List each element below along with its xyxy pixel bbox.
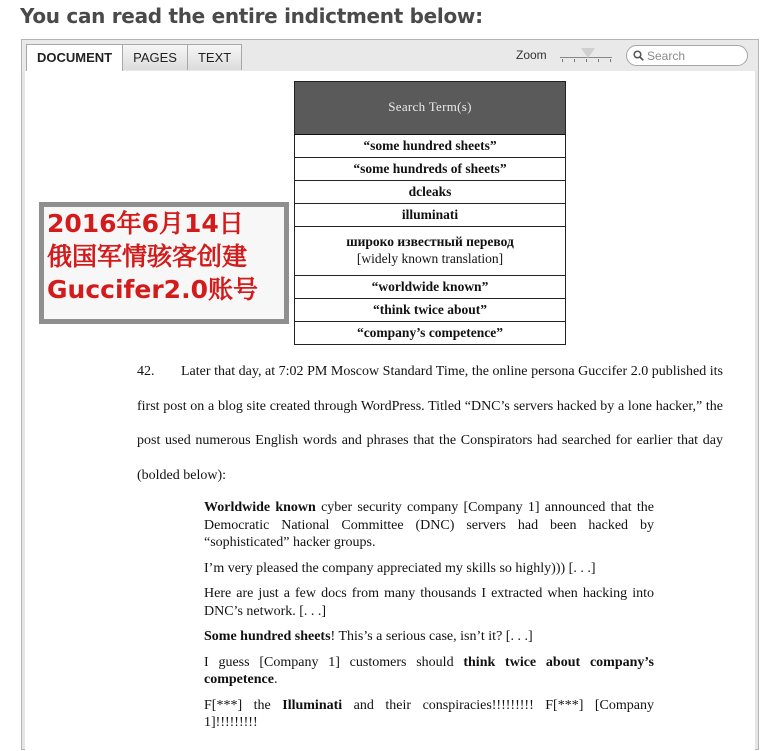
tab-document[interactable]: DOCUMENT <box>26 44 123 71</box>
quote-paragraph: I guess [Company 1] customers should think twice about company’s competence. <box>204 654 654 687</box>
quoted-post <box>204 499 654 740</box>
search-input[interactable] <box>647 48 742 63</box>
table-row: illuminati <box>295 204 565 227</box>
zoom-slider[interactable] <box>560 52 612 62</box>
table-row: “some hundreds of sheets” <box>295 158 565 181</box>
page-heading: You can read the entire indictment below: <box>20 4 483 28</box>
table-cell-russian: широко известный перевод <box>346 234 514 249</box>
table-row: dcleaks <box>295 181 565 204</box>
document-viewer <box>21 39 759 750</box>
quote-paragraph: Worldwide known cyber security company [Company 1] announced that the Democratic National Committee (DNC) servers had been hacked by “sophisticated” hacker groups. <box>204 500 654 550</box>
table-row: “company’s competence” <box>356 325 504 340</box>
quote-paragraph: Here are just a few docs from many thousands I extracted when hacking into DNC’s network. [. . .] <box>204 586 654 619</box>
table-cell-translation: [widely known translation] <box>356 251 504 266</box>
viewer-tabs <box>26 44 241 71</box>
quote-paragraph: Some hundred sheets! This’s a serious case, isn’t it? [. . .] <box>204 629 533 644</box>
annotation-line: Guccifer2.0账号 <box>47 275 258 304</box>
search-box[interactable] <box>626 45 748 66</box>
quote-paragraph: F[***] the Illuminati and their conspiracies!!!!!!!!! F[***] [Company 1]!!!!!!!!! <box>204 697 654 730</box>
zoom-label: Zoom <box>516 48 547 62</box>
chinese-annotation-box <box>39 202 289 324</box>
paragraph-number: 42. <box>137 364 155 379</box>
document-page <box>25 71 755 751</box>
table-row <box>295 227 565 276</box>
quote-paragraph: I’m very pleased the company appreciated my skills so highly))) [. . .] <box>204 560 596 576</box>
tab-text[interactable]: TEXT <box>187 44 242 70</box>
paragraph-42 <box>137 355 723 493</box>
table-row: “think twice about” <box>295 299 565 322</box>
paragraph-text: Later that day, at 7:02 PM Moscow Standard Time, the online persona Guccifer 2.0 published its first post on a blog site created through WordPress. Titled “DNC’s servers hacked by a lone hacker,” the post used numerous English words and phrases that the Conspirators had searched for earlier that day (bolded below): <box>137 364 723 483</box>
annotation-line: 2016年6月14日 <box>47 209 244 238</box>
table-row: “some hundred sheets” <box>295 135 565 158</box>
zoom-slider-knob[interactable] <box>581 48 595 58</box>
annotation-line: 俄国军情骇客创建 <box>47 242 248 271</box>
search-terms-table <box>294 81 566 345</box>
tab-pages[interactable]: PAGES <box>122 44 188 70</box>
table-header: Search Term(s) <box>295 82 565 135</box>
table-row: “worldwide known” <box>295 276 565 299</box>
viewer-toolbar <box>22 40 758 71</box>
search-icon <box>633 50 644 61</box>
